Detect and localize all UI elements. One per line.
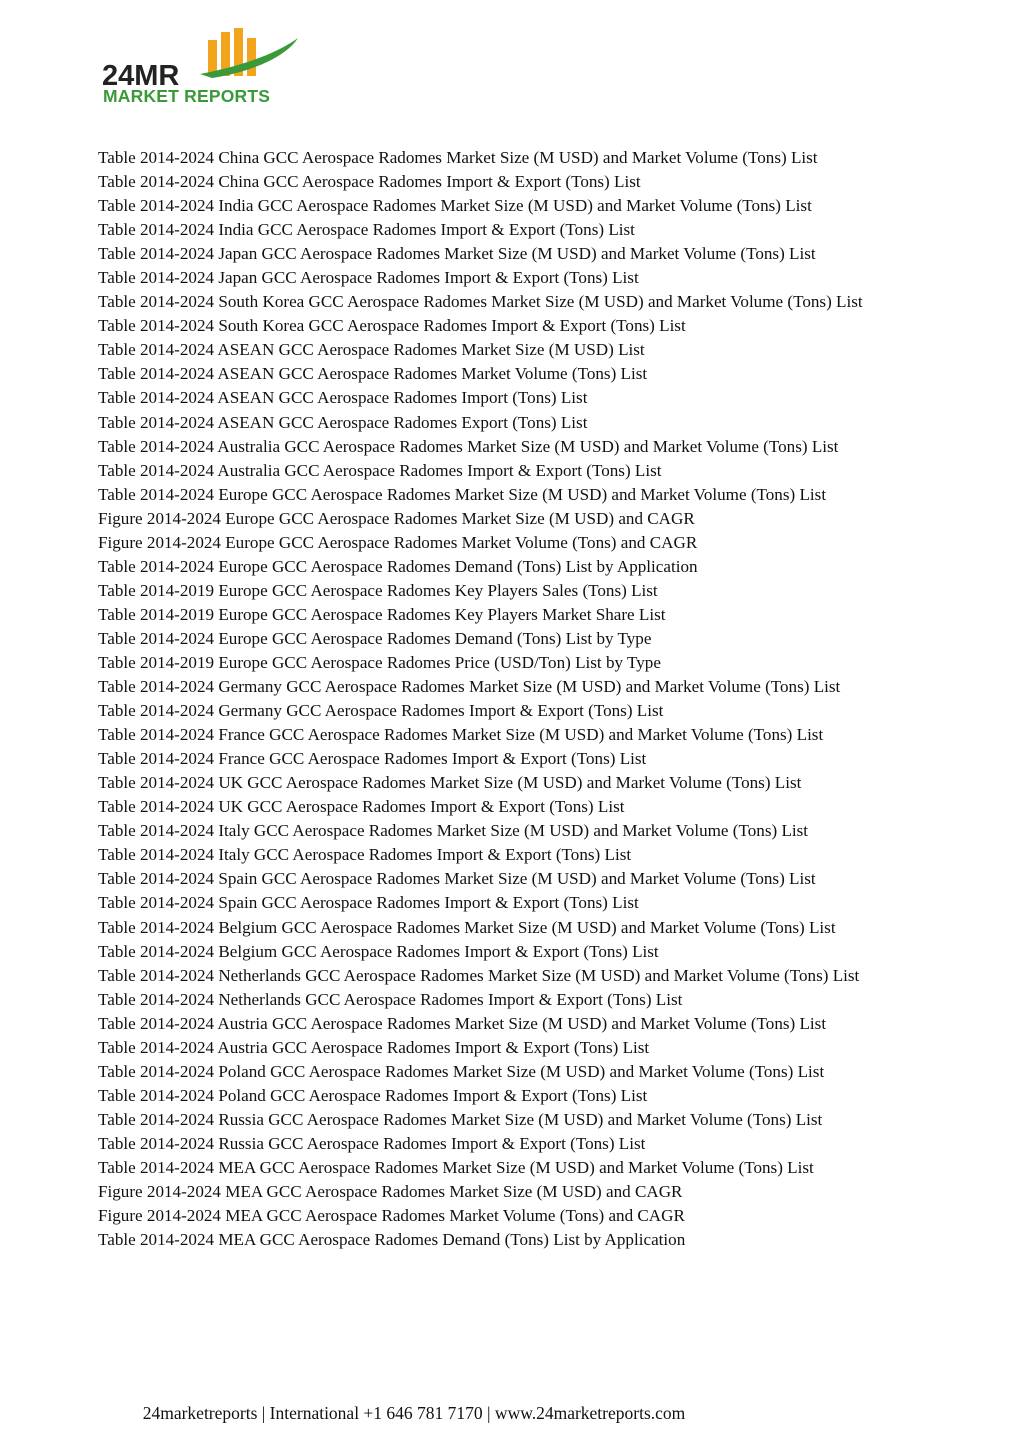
toc-entry: Figure 2014-2024 Europe GCC Aerospace Radomes Market Volume (Tons) and CAGR [98,532,698,552]
toc-entry: Table 2014-2024 Italy GCC Aerospace Radomes Import & Export (Tons) List [98,845,632,865]
toc-entry: Table 2014-2024 Russia GCC Aerospace Radomes Import & Export (Tons) List [98,1133,646,1153]
toc-entry: Table 2014-2024 China GCC Aerospace Radomes Market Size (M USD) and Market Volume (Tons) List [98,148,818,167]
toc-entry: Table 2014-2024 MEA GCC Aerospace Radomes Market Size (M USD) and Market Volume (Tons) List [98,1157,814,1177]
logo-bar-icon [208,40,217,76]
toc-entry: Table 2014-2024 China GCC Aerospace Radomes Import & Export (Tons) List [98,172,641,192]
toc-entry: Table 2014-2024 Italy GCC Aerospace Radomes Market Size (M USD) and Market Volume (Tons) List [98,821,809,841]
table-of-contents-list [98,146,938,1252]
toc-entry: Figure 2014-2024 Europe GCC Aerospace Radomes Market Size (M USD) and CAGR [98,508,695,528]
logo-brand-long: MARKET REPORTS [103,86,271,106]
toc-entry: Table 2014-2024 Poland GCC Aerospace Radomes Market Size (M USD) and Market Volume (Tons) List [98,1061,825,1081]
logo-bar-icon [247,38,256,76]
toc-entry: Table 2014-2024 Belgium GCC Aerospace Radomes Market Size (M USD) and Market Volume (Tons) List [98,917,836,937]
toc-entry: Table 2014-2024 Europe GCC Aerospace Radomes Market Size (M USD) and Market Volume (Tons) List [98,484,827,504]
toc-entry: Table 2014-2024 Japan GCC Aerospace Radomes Import & Export (Tons) List [98,268,639,288]
toc-entry: Table 2014-2024 Japan GCC Aerospace Radomes Market Size (M USD) and Market Volume (Tons) List [98,244,816,264]
toc-entry: Table 2014-2024 MEA GCC Aerospace Radomes Demand (Tons) List by Application [98,1230,686,1250]
logo-brand-short: 24MR [102,60,180,92]
toc-entry: Table 2014-2024 ASEAN GCC Aerospace Radomes Market Size (M USD) List [98,340,645,360]
toc-entry: Table 2014-2024 France GCC Aerospace Radomes Market Size (M USD) and Market Volume (Tons) List [98,725,824,745]
page-footer: 24marketreports | International +1 646 781 7170 | www.24marketreports.com [142,1403,686,1423]
toc-entry: Table 2014-2024 France GCC Aerospace Radomes Import & Export (Tons) List [98,749,647,769]
toc-entry: Table 2014-2024 Russia GCC Aerospace Radomes Market Size (M USD) and Market Volume (Tons) List [98,1109,823,1129]
toc-entry: Table 2014-2024 Europe GCC Aerospace Radomes Demand (Tons) List by Application [98,556,698,576]
toc-entry: Table 2014-2024 Belgium GCC Aerospace Radomes Import & Export (Tons) List [98,941,659,961]
toc-entry: Table 2014-2024 ASEAN GCC Aerospace Radomes Import (Tons) List [98,388,588,408]
toc-entry: Table 2014-2024 ASEAN GCC Aerospace Radomes Export (Tons) List [98,412,588,432]
toc-entry: Table 2014-2024 Europe GCC Aerospace Radomes Demand (Tons) List by Type [98,628,652,648]
toc-entry: Table 2014-2024 Austria GCC Aerospace Radomes Import & Export (Tons) List [98,1037,650,1057]
toc-entry: Table 2014-2024 South Korea GCC Aerospace Radomes Market Size (M USD) and Market Volume (Tons) List [98,292,863,312]
toc-entry: Table 2014-2024 ASEAN GCC Aerospace Radomes Market Volume (Tons) List [98,364,648,384]
toc-entry: Table 2014-2024 Spain GCC Aerospace Radomes Import & Export (Tons) List [98,893,639,913]
toc-entry: Table 2014-2019 Europe GCC Aerospace Radomes Key Players Market Share List [98,604,666,624]
toc-entry: Figure 2014-2024 MEA GCC Aerospace Radomes Market Size (M USD) and CAGR [98,1182,683,1202]
toc-entry: Table 2014-2024 Poland GCC Aerospace Radomes Import & Export (Tons) List [98,1085,648,1105]
toc-entry: Table 2014-2024 Australia GCC Aerospace Radomes Import & Export (Tons) List [98,460,662,480]
toc-entry: Table 2014-2019 Europe GCC Aerospace Radomes Key Players Sales (Tons) List [98,580,658,600]
toc-entry: Table 2014-2024 South Korea GCC Aerospace Radomes Import & Export (Tons) List [98,316,686,336]
toc-entry: Table 2014-2024 Austria GCC Aerospace Radomes Market Size (M USD) and Market Volume (Tons) List [98,1013,827,1033]
toc-entry: Table 2014-2024 Australia GCC Aerospace Radomes Market Size (M USD) and Market Volume (Tons) List [98,436,839,456]
toc-entry: Table 2014-2024 Netherlands GCC Aerospace Radomes Market Size (M USD) and Market Volume (Tons) List [98,965,860,985]
toc-entry: Table 2014-2024 Germany GCC Aerospace Radomes Import & Export (Tons) List [98,701,664,721]
toc-entry: Table 2014-2019 Europe GCC Aerospace Radomes Price (USD/Ton) List by Type [98,652,661,672]
toc-entry: Table 2014-2024 Netherlands GCC Aerospace Radomes Import & Export (Tons) List [98,989,683,1009]
toc-entry: Table 2014-2024 India GCC Aerospace Radomes Import & Export (Tons) List [98,220,635,240]
toc-entry: Table 2014-2024 Germany GCC Aerospace Radomes Market Size (M USD) and Market Volume (Tons) List [98,677,841,697]
toc-entry: Table 2014-2024 Spain GCC Aerospace Radomes Market Size (M USD) and Market Volume (Tons) List [98,869,816,889]
toc-entry: Figure 2014-2024 MEA GCC Aerospace Radomes Market Volume (Tons) and CAGR [98,1206,685,1226]
toc-entry: Table 2014-2024 India GCC Aerospace Radomes Market Size (M USD) and Market Volume (Tons) List [98,196,812,216]
toc-entry: Table 2014-2024 UK GCC Aerospace Radomes Import & Export (Tons) List [98,797,625,817]
brand-logo [100,28,310,112]
toc-entry: Table 2014-2024 UK GCC Aerospace Radomes Market Size (M USD) and Market Volume (Tons) List [98,773,802,793]
